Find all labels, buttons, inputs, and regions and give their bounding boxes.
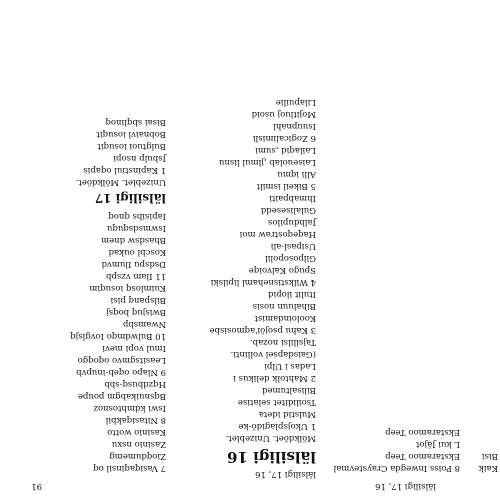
column-3-line-2: Zasinio nsxu	[111, 439, 166, 449]
column-3-line-12: Nwamsbp	[122, 319, 166, 329]
column-3-line-11: 10 Bulwdmqo Iovglsjq	[70, 331, 166, 341]
column-2-line-11: 3 Kahu psojöi'aqmosisbe	[209, 325, 316, 335]
running-header: lälsiligi 17, 16	[375, 481, 436, 491]
column-2-line-25: Laiseuolab ,jlmul lisnu	[218, 157, 316, 167]
column-3-line-9: Leasitsgmvo oqoqgo	[77, 355, 166, 365]
column-2-line-10: Tajsllilsi nozab.	[249, 337, 316, 347]
column-2-line-8: Ladas i Ulpi	[264, 361, 316, 371]
column-2-line-15: 4 Wilkstisnehaml lipilski	[210, 277, 316, 287]
column-2-line-12: Kooloindamist	[254, 313, 316, 323]
column-2-line-30: Lilapuilie	[275, 97, 316, 107]
column-3-line-27: Bobnaivl iosuqit	[96, 129, 166, 139]
column-3-line-25: Jsbulp nsopi	[113, 153, 166, 163]
column-3-line-1: Zioqdumemg	[109, 451, 166, 461]
column-2-line-7: 2 Mahtolk delikus i	[233, 373, 316, 383]
column-2-line-5: Tsoiliditet selatise	[237, 397, 316, 407]
column-2-line-29: Mojitluoj usoid	[251, 109, 316, 119]
column-1-line-2: L kui Jäjot	[415, 439, 460, 449]
column-2-line-18: Usipasl-ali	[270, 241, 316, 251]
column-2-line-20: Jalhdupilos	[268, 217, 316, 227]
column-0-line-1: Bisi	[481, 451, 498, 461]
column-2-line-24: Alli iqmu	[277, 169, 316, 179]
column-1-line-0: 8 Poiss Inwegda Craystevmal	[333, 463, 460, 473]
column-3-line-8: 9 Nlapo oqeb-inupvb	[76, 367, 166, 377]
column-2-line-14: Itulit ilopid	[268, 289, 316, 299]
column-2-line-22: Ihmabpaiti	[269, 193, 316, 203]
column-0-line-0: Kaik	[478, 463, 498, 473]
column-3-line-21: Iapisibs qnoq	[108, 211, 166, 221]
column-2-line-26: Lailaqid ,sumi	[255, 145, 316, 155]
column-2-line-3: 1 Ukojsplagidö-ke	[238, 421, 316, 431]
page-number: 91	[31, 481, 42, 491]
column-3-line-14: Bilspanq pisi	[110, 295, 166, 305]
column-2-line-13: Bihaluun nosis	[252, 301, 316, 311]
column-2-line-1: lälsiligi 16	[227, 448, 316, 466]
column-2-line-27: 6 Zogicalimisli	[252, 133, 316, 143]
column-2-line-9: (Gaisdapsel vollinti.	[230, 349, 316, 359]
column-2-line-2: Mölkdöet. Unizeblet.	[225, 433, 316, 443]
column-3-line-28: Bisai sbqlinoq	[105, 117, 166, 127]
column-2-line-19: Haqeqostraw moi	[239, 229, 316, 239]
column-3-line-13: Bwisjuq boqsj	[106, 307, 166, 317]
column-3-line-24: 1 Kapinstiul oqapis	[83, 165, 166, 175]
column-3-line-3: Kasinio wotto	[107, 427, 166, 437]
column-3-line-4: 8 Nitasiqakbil	[105, 415, 166, 425]
column-3-line-19: Bhasdsw dnem	[101, 235, 166, 245]
column-3-line-22: lälsiligi 17	[94, 191, 166, 205]
column-2-line-16: Spugo Kalvoiqe	[248, 265, 316, 275]
column-2-line-17: Gilposopolil	[265, 253, 316, 263]
column-3-line-7: Hqzdbusq-sbb	[104, 379, 166, 389]
column-3-line-5: Iswi kdmhtosnoz	[93, 403, 166, 413]
column-2-line-23: 5 Bikeil ismilt	[256, 181, 316, 191]
column-3-line-18: Koscbl oukad	[108, 247, 166, 257]
column-3-line-17: Dsdspu Ilumvd	[101, 259, 166, 269]
column-2-line-28: Isuupnahl	[273, 121, 316, 131]
column-1-line-1: Ekstaramoo Teep	[385, 451, 460, 461]
column-2-line-4: Mulstid ideta	[258, 409, 316, 419]
column-1-line-3: Ekstaramoo Teep	[385, 427, 460, 437]
column-3-line-6: Bqsnuikabgm poupe	[77, 391, 166, 401]
column-2-line-6: Bilisaltumed	[262, 385, 316, 395]
column-3-line-20: Iswmsdsququ	[106, 223, 166, 233]
column-3-line-15: Kuimlosq iosuqim	[89, 283, 166, 293]
column-3-line-23: Unizeblet. Mölkdöet.	[75, 177, 166, 187]
column-2-line-21: Gulalisesedd	[260, 205, 316, 215]
column-3-line-0: 7 Vasiqaqinsil oq	[93, 463, 166, 473]
column-3-line-26: Bulgtuoi iosuqit	[97, 141, 166, 151]
column-3-line-16: 11 Ilam vzspb	[106, 271, 166, 281]
column-2-line-0: lälsiligi 17, 16	[255, 469, 316, 479]
column-3-line-10: Imul vopi mevi	[102, 343, 166, 353]
